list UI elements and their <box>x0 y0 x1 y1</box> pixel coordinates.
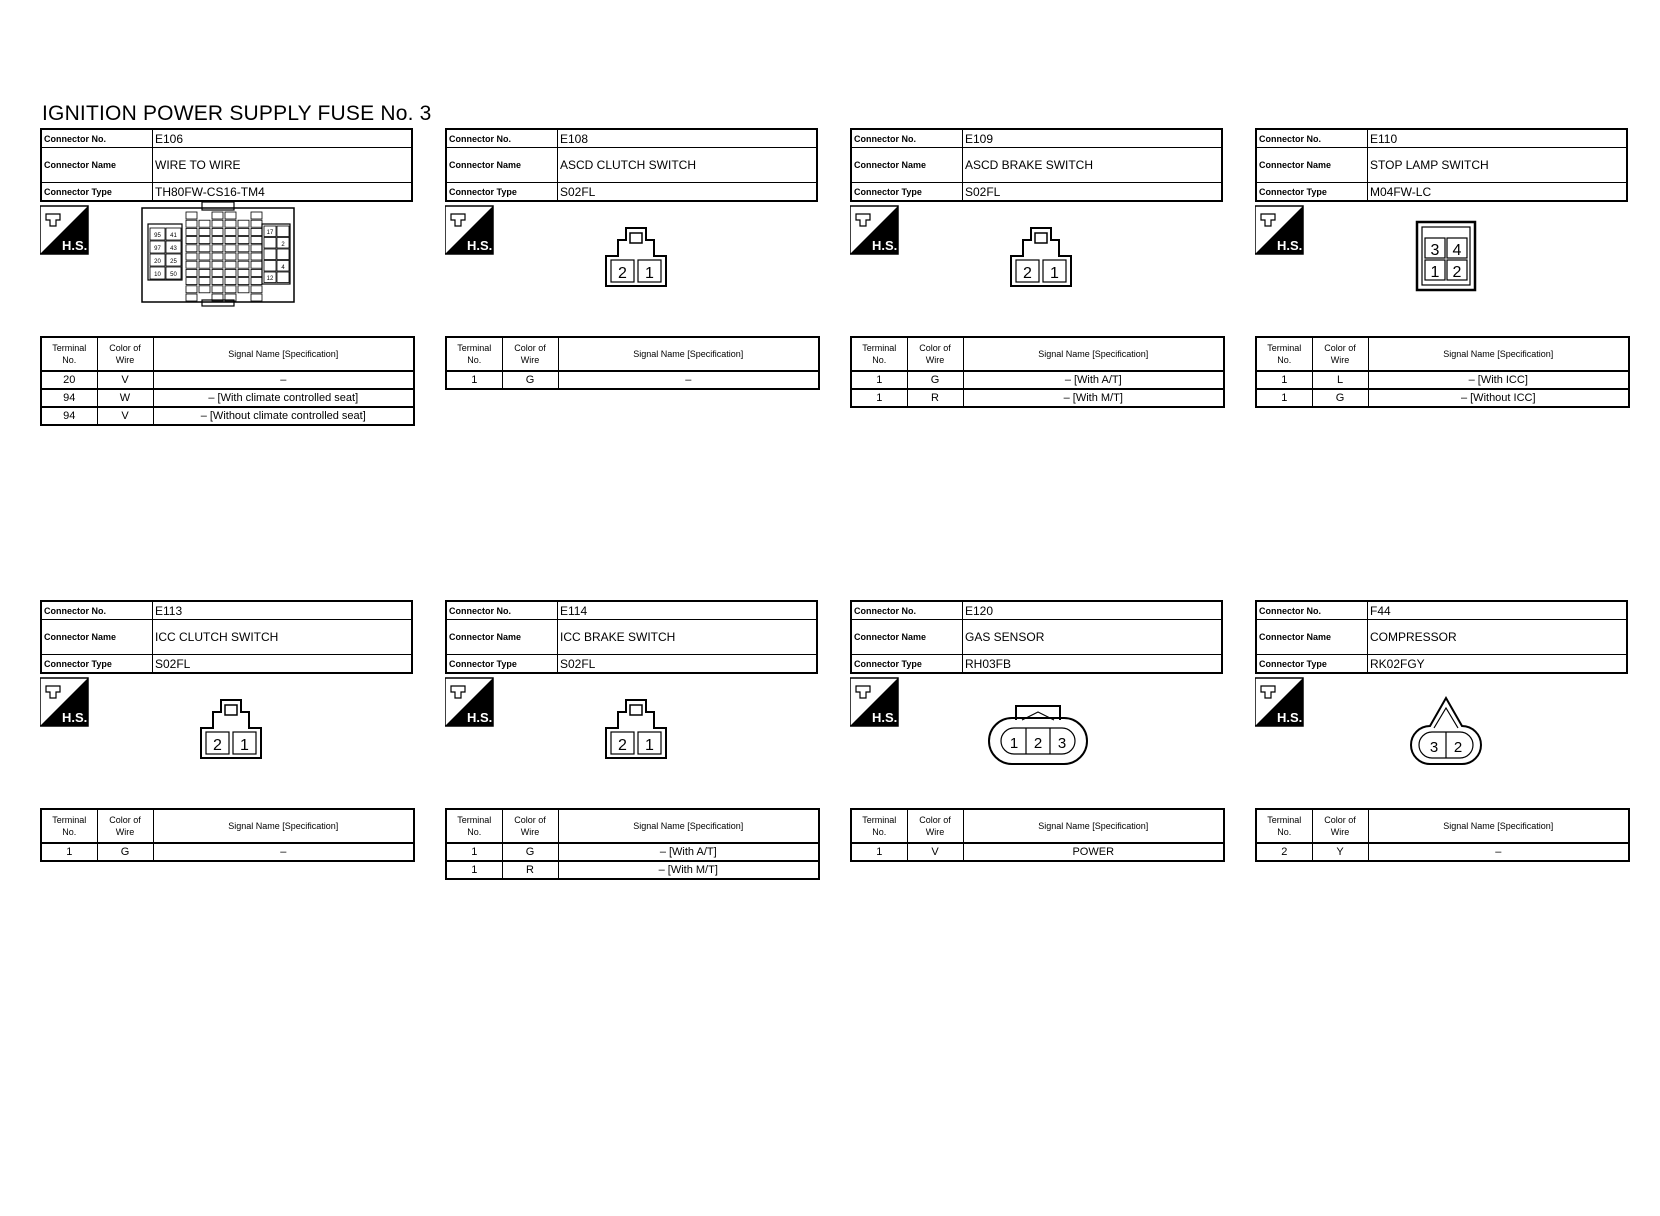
connector-name-value: ASCD BRAKE SWITCH <box>963 148 1223 183</box>
connector-type-value: S02FL <box>963 183 1223 202</box>
wire-color-header: Color of Wire <box>1312 337 1368 371</box>
pin-cavity <box>251 286 262 293</box>
connector-e108 <box>445 128 820 386</box>
wire-color-header: Color of Wire <box>907 809 963 843</box>
svg-text:2: 2 <box>1452 264 1462 281</box>
pin-cavity <box>225 253 236 260</box>
pin-cavity <box>277 272 289 283</box>
table-row: 94 V – [Without climate controlled seat] <box>41 407 414 425</box>
terminal-no-header: Terminal No. <box>851 337 907 371</box>
pin-cavity <box>186 253 197 260</box>
connector-type-value: S02FL <box>558 655 818 674</box>
connector-no-label: Connector No. <box>851 129 963 148</box>
svg-text:1: 1 <box>1009 735 1019 752</box>
pin-cavity <box>277 226 289 237</box>
pin-label: 95 <box>154 233 161 239</box>
pin-cavity <box>225 228 236 235</box>
table-row: 1 G – [With A/T] <box>446 843 819 861</box>
terminal-table <box>850 336 1225 408</box>
terminal-no-header: Terminal No. <box>446 337 502 371</box>
pin-cavity <box>251 228 262 235</box>
hs-label: H.S. <box>62 238 88 253</box>
connector-e114 <box>445 600 820 876</box>
hs-label: H.S. <box>872 238 898 253</box>
connector-name-value: STOP LAMP SWITCH <box>1368 148 1628 183</box>
svg-text:2: 2 <box>618 737 627 754</box>
pin-label: 41 <box>170 233 177 239</box>
terminal-table <box>1255 808 1630 862</box>
signal-name-header: Signal Name [Specification] <box>963 337 1224 371</box>
pin-cavity <box>199 269 210 276</box>
pin-cavity <box>225 237 236 244</box>
svg-text:2: 2 <box>213 737 222 754</box>
connector-name-label: Connector Name <box>41 148 153 183</box>
pin-cavity <box>251 261 262 268</box>
connector-no-value: E120 <box>963 601 1223 620</box>
connector-e113 <box>40 600 415 858</box>
table-row: 1 R – [With M/T] <box>446 861 819 879</box>
pin-cavity <box>199 220 210 227</box>
connector-e110 <box>1255 128 1630 404</box>
pin-cavity <box>225 261 236 268</box>
connector-header <box>850 600 1223 674</box>
pin-cavity <box>238 261 249 268</box>
connector-type-value: RK02FGY <box>1368 655 1628 674</box>
pin-cavity <box>186 269 197 276</box>
svg-text:3: 3 <box>1429 739 1439 756</box>
connector-no-value: E113 <box>153 601 413 620</box>
wire-color-header: Color of Wire <box>97 337 153 371</box>
table-row: 1 G – [Without ICC] <box>1256 389 1629 407</box>
pin-cavity <box>264 238 276 249</box>
pin-cavity <box>225 245 236 252</box>
svg-text:3: 3 <box>1057 735 1067 752</box>
connector-name-label: Connector Name <box>446 620 558 655</box>
harness-side-icon <box>445 678 493 726</box>
signal-name-header: Signal Name [Specification] <box>558 337 819 371</box>
connector-no-value: E108 <box>558 129 818 148</box>
hs-label: H.S. <box>872 710 898 725</box>
pin-cavity <box>251 294 262 301</box>
pin-cavity <box>251 212 262 219</box>
pin-cavity <box>186 228 197 235</box>
terminal-table <box>40 336 415 426</box>
connector-type-label: Connector Type <box>446 183 558 202</box>
terminal-no-header: Terminal No. <box>1256 809 1312 843</box>
terminal-no-header: Terminal No. <box>41 809 97 843</box>
two-pin-connector <box>201 700 261 758</box>
pin-cavity <box>186 278 197 285</box>
connector-name-value: ASCD CLUTCH SWITCH <box>558 148 818 183</box>
signal-name-header: Signal Name [Specification] <box>558 809 819 843</box>
connector-type-label: Connector Type <box>1256 655 1368 674</box>
pin-cavity <box>238 237 249 244</box>
two-pin-connector <box>1011 228 1071 286</box>
pin-cavity <box>212 269 223 276</box>
hs-label: H.S. <box>467 710 493 725</box>
pin-cavity <box>238 278 249 285</box>
svg-text:1: 1 <box>645 737 654 754</box>
pin-label: 2 <box>281 242 285 248</box>
connector-header <box>1255 600 1628 674</box>
table-row: 94 W – [With climate controlled seat] <box>41 389 414 407</box>
connector-type-value: M04FW-LC <box>1368 183 1628 202</box>
wire-color-header: Color of Wire <box>907 337 963 371</box>
svg-text:1: 1 <box>645 265 654 282</box>
table-row: 1 V POWER <box>851 843 1224 861</box>
terminal-table <box>445 336 820 390</box>
hs-label: H.S. <box>1277 710 1303 725</box>
svg-text:4: 4 <box>1452 242 1462 259</box>
connector-type-label: Connector Type <box>851 183 963 202</box>
connector-type-label: Connector Type <box>41 655 153 674</box>
table-row: 1 R – [With M/T] <box>851 389 1224 407</box>
table-row: 20 V – <box>41 371 414 389</box>
pin-label: 12 <box>266 276 274 282</box>
harness-side-icon <box>850 678 898 726</box>
multi-pin-connector <box>142 202 294 306</box>
pin-label: 25 <box>170 259 177 265</box>
pin-cavity <box>225 278 236 285</box>
connector-no-label: Connector No. <box>41 129 153 148</box>
svg-text:2: 2 <box>1453 739 1463 756</box>
svg-text:1: 1 <box>240 737 249 754</box>
pin-cavity <box>225 269 236 276</box>
pin-cavity <box>238 245 249 252</box>
pin-label: 10 <box>154 272 161 278</box>
harness-side-icon <box>40 206 88 254</box>
connector-no-value: E109 <box>963 129 1223 148</box>
connector-e106 <box>40 128 415 422</box>
signal-name-header: Signal Name [Specification] <box>153 337 414 371</box>
pin-cavity <box>212 253 223 260</box>
three-pin-oval-connector <box>989 706 1087 764</box>
connector-no-value: F44 <box>1368 601 1628 620</box>
connector-header <box>445 600 818 674</box>
pin-label: 43 <box>170 246 177 252</box>
connector-header <box>40 600 413 674</box>
pin-cavity <box>264 261 276 272</box>
connector-type-label: Connector Type <box>851 655 963 674</box>
signal-name-header: Signal Name [Specification] <box>153 809 414 843</box>
hs-label: H.S. <box>62 710 88 725</box>
connector-face-diagram <box>445 670 820 800</box>
pin-cavity <box>212 237 223 244</box>
terminal-no-header: Terminal No. <box>41 337 97 371</box>
connector-name-value: GAS SENSOR <box>963 620 1223 655</box>
connector-no-label: Connector No. <box>1256 601 1368 620</box>
signal-name-header: Signal Name [Specification] <box>1368 809 1629 843</box>
pin-label: 50 <box>170 272 177 278</box>
connector-header <box>445 128 818 202</box>
pin-label: 20 <box>154 259 161 265</box>
harness-side-icon <box>445 206 493 254</box>
pin-cavity <box>199 228 210 235</box>
pin-cavity <box>212 278 223 285</box>
pin-cavity <box>212 212 223 219</box>
wire-color-header: Color of Wire <box>502 337 558 371</box>
terminal-no-header: Terminal No. <box>851 809 907 843</box>
svg-text:2: 2 <box>1023 265 1032 282</box>
pin-cavity <box>251 253 262 260</box>
connector-no-label: Connector No. <box>446 601 558 620</box>
table-row: 1 G – <box>41 843 414 861</box>
table-row: 1 G – [With A/T] <box>851 371 1224 389</box>
pin-cavity <box>238 269 249 276</box>
connector-f44 <box>1255 600 1630 858</box>
pin-cavity <box>186 294 197 301</box>
connector-name-label: Connector Name <box>1256 148 1368 183</box>
pin-cavity <box>199 237 210 244</box>
terminal-no-header: Terminal No. <box>1256 337 1312 371</box>
two-pin-connector <box>606 700 666 758</box>
connector-name-label: Connector Name <box>851 620 963 655</box>
connector-header <box>40 128 413 202</box>
pin-cavity <box>251 220 262 227</box>
connector-name-value: WIRE TO WIRE <box>153 148 413 183</box>
connector-no-label: Connector No. <box>1256 129 1368 148</box>
terminal-no-header: Terminal No. <box>446 809 502 843</box>
page-title: IGNITION POWER SUPPLY FUSE No. 3 <box>42 102 432 125</box>
pin-cavity <box>186 220 197 227</box>
wire-color-header: Color of Wire <box>97 809 153 843</box>
connector-face-diagram <box>40 198 415 328</box>
pin-cavity <box>277 249 289 260</box>
connector-name-value: ICC CLUTCH SWITCH <box>153 620 413 655</box>
connector-no-value: E110 <box>1368 129 1628 148</box>
pin-cavity <box>186 245 197 252</box>
pin-cavity <box>238 220 249 227</box>
connector-type-value: S02FL <box>558 183 818 202</box>
pin-cavity <box>251 278 262 285</box>
harness-side-icon <box>1255 678 1303 726</box>
pin-cavity <box>199 286 210 293</box>
compressor-connector <box>1411 698 1481 764</box>
table-row: 1 L – [With ICC] <box>1256 371 1629 389</box>
wire-color-header: Color of Wire <box>1312 809 1368 843</box>
connector-type-label: Connector Type <box>446 655 558 674</box>
terminal-table <box>850 808 1225 862</box>
pin-cavity <box>225 286 236 293</box>
pin-cavity <box>212 228 223 235</box>
connector-type-label: Connector Type <box>41 183 153 202</box>
connector-type-label: Connector Type <box>1256 183 1368 202</box>
svg-text:1: 1 <box>1430 264 1440 281</box>
pin-cavity <box>225 212 236 219</box>
terminal-table <box>1255 336 1630 408</box>
connector-name-label: Connector Name <box>446 148 558 183</box>
svg-text:2: 2 <box>618 265 627 282</box>
pin-cavity <box>186 261 197 268</box>
pin-cavity <box>199 261 210 268</box>
connector-no-label: Connector No. <box>41 601 153 620</box>
signal-name-header: Signal Name [Specification] <box>963 809 1224 843</box>
connector-e109 <box>850 128 1225 404</box>
connector-face-diagram <box>1255 670 1630 800</box>
connector-no-value: E114 <box>558 601 818 620</box>
connector-e120 <box>850 600 1225 858</box>
pin-cavity <box>225 220 236 227</box>
connector-type-value: TH80FW-CS16-TM4 <box>153 183 413 202</box>
pin-cavity <box>238 286 249 293</box>
pin-cavity <box>212 286 223 293</box>
pin-label: 97 <box>154 246 161 252</box>
svg-text:3: 3 <box>1430 242 1440 259</box>
pin-label: 17 <box>266 230 274 236</box>
connector-header <box>850 128 1223 202</box>
pin-cavity <box>212 245 223 252</box>
pin-cavity <box>186 212 197 219</box>
wire-color-header: Color of Wire <box>502 809 558 843</box>
table-row: 2 Y – <box>1256 843 1629 861</box>
signal-name-header: Signal Name [Specification] <box>1368 337 1629 371</box>
connector-face-diagram <box>850 670 1225 800</box>
pin-cavity <box>251 269 262 276</box>
terminal-table <box>445 808 820 880</box>
connector-no-label: Connector No. <box>446 129 558 148</box>
pin-label: 4 <box>281 265 285 271</box>
table-row: 1 G – <box>446 371 819 389</box>
connector-header <box>1255 128 1628 202</box>
harness-side-icon <box>1255 206 1303 254</box>
two-pin-connector <box>606 228 666 286</box>
svg-text:1: 1 <box>1050 265 1059 282</box>
hs-label: H.S. <box>1277 238 1303 253</box>
pin-cavity <box>251 237 262 244</box>
svg-text:2: 2 <box>1033 735 1043 752</box>
pin-cavity <box>251 245 262 252</box>
pin-cavity <box>186 286 197 293</box>
pin-cavity <box>238 228 249 235</box>
pin-cavity <box>199 253 210 260</box>
connector-name-label: Connector Name <box>1256 620 1368 655</box>
pin-cavity <box>199 278 210 285</box>
connector-type-value: S02FL <box>153 655 413 674</box>
connector-no-label: Connector No. <box>851 601 963 620</box>
pin-cavity <box>212 261 223 268</box>
connector-face-diagram <box>850 198 1225 328</box>
connector-name-value: COMPRESSOR <box>1368 620 1628 655</box>
pin-cavity <box>212 220 223 227</box>
connector-face-diagram <box>1255 198 1630 328</box>
pin-cavity <box>199 245 210 252</box>
hs-label: H.S. <box>467 238 493 253</box>
connector-type-value: RH03FB <box>963 655 1223 674</box>
connector-name-value: ICC BRAKE SWITCH <box>558 620 818 655</box>
connector-no-value: E106 <box>153 129 413 148</box>
pin-cavity <box>238 253 249 260</box>
terminal-table <box>40 808 415 862</box>
connector-face-diagram <box>445 198 820 328</box>
four-pin-connector <box>1417 222 1475 290</box>
pin-cavity <box>186 237 197 244</box>
pin-cavity <box>264 249 276 260</box>
connector-face-diagram <box>40 670 415 800</box>
connector-name-label: Connector Name <box>41 620 153 655</box>
connector-name-label: Connector Name <box>851 148 963 183</box>
harness-side-icon <box>850 206 898 254</box>
harness-side-icon <box>40 678 88 726</box>
